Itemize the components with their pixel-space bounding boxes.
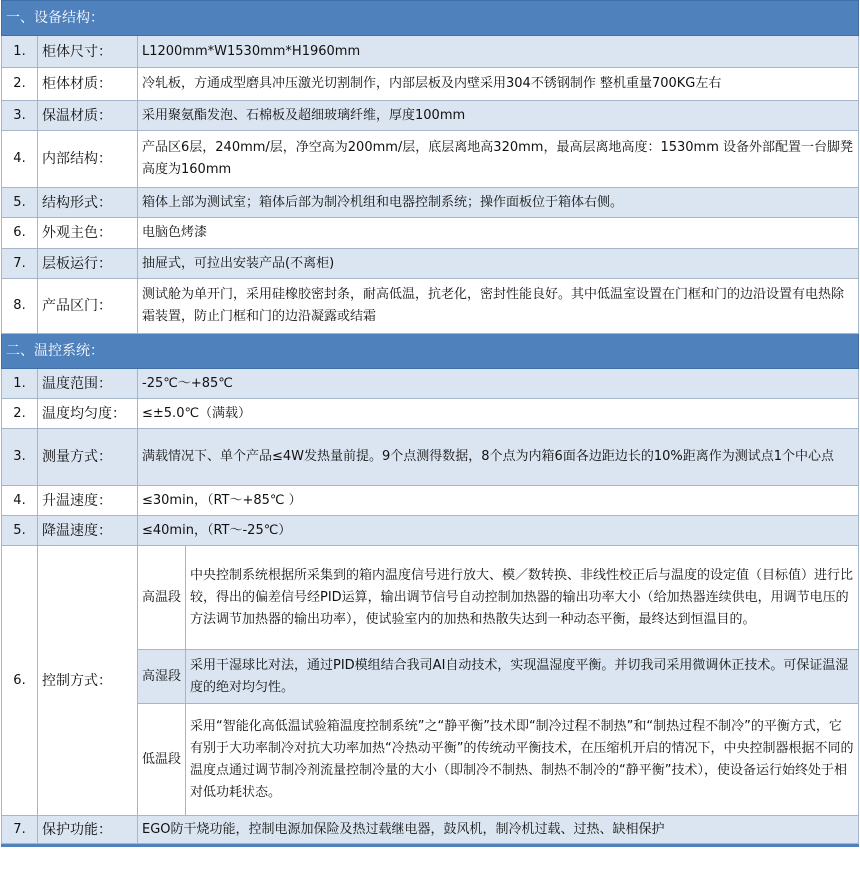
row-value: ≤30min，（RT～+85℃ ）	[138, 486, 859, 516]
row-label: 外观主色：	[38, 218, 138, 249]
section-header-temperature-control	[2, 334, 859, 369]
row-label: 降温速度：	[38, 516, 138, 546]
row-number: 2.	[2, 68, 38, 101]
table-row	[2, 399, 859, 429]
row-value: EGO防干烧功能，控制电源加保险及热过载继电器，鼓风机，制冷机过载、过热、缺相保护	[138, 816, 859, 844]
row-value: ≤±5.0℃（满载）	[138, 399, 859, 429]
row-label: 产品区门：	[38, 279, 138, 334]
row-number: 1.	[2, 369, 38, 399]
row-value: 箱体上部为测试室；箱体后部为制冷机组和电器控制系统；操作面板位于箱体右侧。	[138, 188, 859, 218]
table-row	[2, 36, 859, 68]
table-row	[2, 486, 859, 516]
row-number: 6.	[2, 546, 38, 816]
section-title: 一、设备结构：	[2, 1, 859, 36]
row-value: -25℃～+85℃	[138, 369, 859, 399]
row-label: 升温速度：	[38, 486, 138, 516]
spec-table	[1, 0, 859, 844]
row-label: 温度范围：	[38, 369, 138, 399]
sub-label-high-humidity: 高湿段	[138, 650, 186, 704]
row-number: 1.	[2, 36, 38, 68]
row-label: 柜体尺寸：	[38, 36, 138, 68]
section-header-structure	[2, 1, 859, 36]
row-label: 保护功能：	[38, 816, 138, 844]
sub-label-low-temp: 低温段	[138, 704, 186, 816]
row-label: 内部结构：	[38, 131, 138, 188]
row-value: 电脑色烤漆	[138, 218, 859, 249]
table-row	[2, 131, 859, 188]
table-row	[2, 279, 859, 334]
control-row-high-temp	[2, 546, 859, 650]
sub-value-high-temp: 中央控制系统根据所采集到的箱内温度信号进行放大、模／数转换、非线性校正后与温度的设定值（目标值）进行比较，得出的偏差信号经PID运算，输出调节信号自动控制加热器的输出功率大小（给加热器连续供电，用调节电压的方法调节加热器的输出功率），使试验室内的加热和热散失达到一种动态平衡，最终达到恒温目的。	[186, 546, 859, 650]
row-value: 冷轧板，方通成型磨具冲压激光切割制作，内部层板及内壁采用304不锈钢制作 整机重量700KG左右	[138, 68, 859, 101]
row-number: 8.	[2, 279, 38, 334]
table-row	[2, 816, 859, 844]
table-row	[2, 429, 859, 486]
table-row	[2, 218, 859, 249]
row-number: 3.	[2, 101, 38, 131]
row-label: 结构形式：	[38, 188, 138, 218]
row-label: 测量方式：	[38, 429, 138, 486]
row-number: 6.	[2, 218, 38, 249]
row-label: 柜体材质：	[38, 68, 138, 101]
row-label: 控制方式：	[38, 546, 138, 816]
row-value: L1200mm*W1530mm*H1960mm	[138, 36, 859, 68]
table-row	[2, 101, 859, 131]
section-title: 二、温控系统：	[2, 334, 859, 369]
row-number: 4.	[2, 486, 38, 516]
row-number: 5.	[2, 516, 38, 546]
sub-value-high-humidity: 采用干湿球比对法，通过PID模组结合我司AI自动技术，实现温湿度平衡。并切我司采用微调休正技术。可保证温湿度的绝对均匀性。	[186, 650, 859, 704]
row-number: 7.	[2, 816, 38, 844]
table-row	[2, 516, 859, 546]
bottom-border-bar	[1, 844, 859, 847]
row-number: 7.	[2, 249, 38, 279]
row-label: 温度均匀度：	[38, 399, 138, 429]
row-value: 测试舱为单开门，采用硅橡胶密封条，耐高低温，抗老化，密封性能良好。其中低温室设置在门框和门的边沿设置有电热除霜装置，防止门框和门的边沿凝露或结霜	[138, 279, 859, 334]
table-row	[2, 249, 859, 279]
table-row	[2, 369, 859, 399]
row-value: ≤40min，（RT～-25℃）	[138, 516, 859, 546]
row-number: 3.	[2, 429, 38, 486]
row-value: 采用聚氨酯发泡、石棉板及超细玻璃纤维，厚度100mm	[138, 101, 859, 131]
row-label: 保温材质：	[38, 101, 138, 131]
sub-label-high-temp: 高温段	[138, 546, 186, 650]
row-number: 5.	[2, 188, 38, 218]
row-label: 层板运行：	[38, 249, 138, 279]
row-number: 4.	[2, 131, 38, 188]
row-number: 2.	[2, 399, 38, 429]
row-value: 满载情况下、单个产品≤4W发热量前提。9个点测得数据，8个点为内箱6面各边距边长的10%距离作为测试点1个中心点	[138, 429, 859, 486]
row-value: 抽屉式，可拉出安装产品(不离柜)	[138, 249, 859, 279]
row-value: 产品区6层，240mm/层，净空高为200mm/层，底层离地高320mm，最高层离地高度：1530mm 设备外部配置一台脚凳高度为160mm	[138, 131, 859, 188]
table-row	[2, 188, 859, 218]
table-row	[2, 68, 859, 101]
sub-value-low-temp: 采用“智能化高低温试验箱温度控制系统”之“静平衡”技术即“制冷过程不制热”和“制热过程不制冷”的平衡方式，它有别于大功率制冷对抗大功率加热“冷热动平衡”的传统动平衡技术，在压缩机开启的情况下，中央控制器根据不同的温度点通过调节制冷剂流量控制冷量的大小（即制冷不制热、制热不制冷的“静平衡”技术），使设备运行始终处于相对低功耗状态。	[186, 704, 859, 816]
